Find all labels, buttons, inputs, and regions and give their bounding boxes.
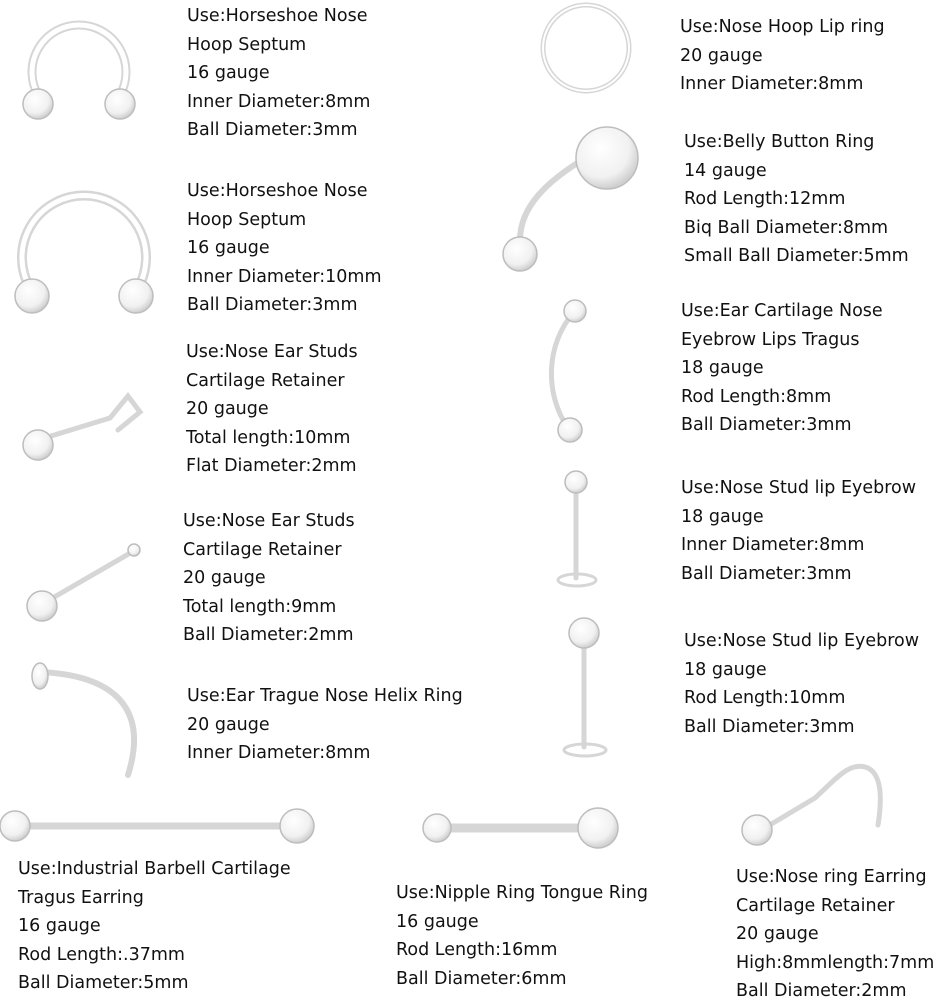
spec-line: Ball Diameter:2mm: [183, 625, 354, 645]
spec-line: 20 gauge: [680, 45, 763, 66]
spec-line: 20 gauge: [736, 924, 819, 944]
spec-tongue-barbell: [396, 879, 648, 993]
spec-line: Cartilage Retainer: [183, 539, 342, 560]
nose-hoop-ring-icon: [543, 5, 629, 91]
spec-line: Use:Nose Stud lip Eyebrow: [681, 478, 917, 498]
spec-line: Ball Diameter:3mm: [187, 295, 358, 315]
spec-line: 20 gauge: [186, 399, 269, 419]
spec-line: Total length:9mm: [183, 596, 337, 617]
nose-stud-straight-icon: [44, 552, 132, 603]
spec-nose-stud-straight: [183, 507, 355, 650]
spec-line: Use:Nose Ear Studs: [183, 511, 355, 531]
spec-line: Hoop Septum: [187, 34, 307, 55]
spec-line: Ball Diameter:5mm: [18, 973, 189, 993]
helix-ring-icon: [40, 672, 134, 775]
spec-line: Use:Horseshoe Nose: [187, 181, 368, 201]
spec-line: Use:Industrial Barbell Cartilage: [18, 859, 291, 879]
spec-line: Hoop Septum: [187, 209, 307, 230]
spec-belly-button-ring: [684, 128, 909, 271]
spec-nose-hoop-ring: [680, 13, 885, 99]
spec-line: 16 gauge: [396, 911, 479, 932]
spec-line: Use:Horseshoe Nose: [187, 6, 368, 26]
spec-line: Ball Diameter:2mm: [736, 981, 907, 1001]
spec-line: Use:Nose ring Earring: [736, 867, 927, 887]
spec-line: Use:Nose Stud lip Eyebrow: [684, 631, 920, 651]
spec-labret-10mm: [684, 627, 919, 741]
spec-line: Use:Nose Ear Studs: [186, 342, 358, 362]
spec-line: Inner Diameter:8mm: [680, 74, 864, 94]
spec-line: Flat Diameter:2mm: [186, 456, 357, 476]
spec-line: Total length:10mm: [186, 427, 351, 448]
spec-line: 16 gauge: [18, 916, 101, 936]
spec-line: Small Ball Diameter:5mm: [684, 246, 909, 266]
spec-line: Inner Diameter:8mm: [681, 535, 865, 555]
spec-line: 18 gauge: [681, 358, 764, 378]
spec-line: Rod Length:.37mm: [18, 944, 185, 965]
spec-line: Tragus Earring: [18, 887, 144, 908]
spec-line: Use:Nose Hoop Lip ring: [680, 17, 885, 37]
spec-line: Use:Belly Button Ring: [684, 132, 875, 152]
spec-line: 16 gauge: [187, 63, 270, 83]
spec-line: Eyebrow Lips Tragus: [681, 329, 860, 350]
spec-line: Use:Nipple Ring Tongue Ring: [396, 883, 648, 903]
horseshoe-10mm-icon: [22, 196, 146, 288]
spec-line: 18 gauge: [684, 659, 767, 680]
spec-line: Ball Diameter:3mm: [681, 415, 852, 435]
spec-line: 16 gauge: [187, 238, 270, 258]
spec-line: Ball Diameter:3mm: [681, 563, 852, 584]
spec-line: 14 gauge: [684, 160, 767, 181]
spec-nose-stud-l: [186, 338, 358, 481]
spec-line: Ball Diameter:3mm: [684, 716, 855, 737]
spec-line: 18 gauge: [681, 506, 764, 527]
spec-line: Cartilage Retainer: [186, 370, 345, 391]
spec-line: Inner Diameter:8mm: [187, 743, 371, 763]
nose-screw-icon: [758, 766, 880, 832]
spec-line: Inner Diameter:8mm: [187, 91, 371, 112]
spec-nose-screw: [736, 863, 934, 1006]
spec-line: 20 gauge: [187, 714, 270, 735]
spec-line: Rod Length:16mm: [396, 940, 558, 960]
spec-line: Biq Ball Diameter:8mm: [684, 217, 889, 238]
spec-line: Inner Diameter:10mm: [187, 266, 382, 287]
spec-line: 20 gauge: [183, 568, 266, 588]
belly-ring-rod-icon: [520, 160, 582, 240]
spec-horseshoe-10mm: [187, 177, 382, 320]
spec-line: Cartilage Retainer: [736, 895, 895, 916]
spec-line: Use:Ear Cartilage Nose: [681, 301, 883, 321]
curved-barbell-rod-icon: [551, 312, 574, 428]
spec-line: Use:Ear Trague Nose Helix Ring: [187, 686, 463, 706]
spec-line: Ball Diameter:6mm: [396, 968, 567, 989]
horseshoe-8mm-icon: [32, 25, 126, 95]
spec-helix-ring: [187, 682, 463, 768]
spec-line: Rod Length:8mm: [681, 386, 832, 407]
spec-industrial-barbell: [18, 855, 291, 998]
spec-line: Ball Diameter:3mm: [187, 120, 358, 140]
spec-ear-cartilage-curved: [681, 297, 883, 440]
spec-labret-8mm: [681, 474, 916, 588]
spec-line: Rod Length:10mm: [684, 688, 846, 708]
spec-line: High:8mmlength:7mm: [736, 952, 935, 973]
nose-stud-l-icon: [38, 396, 140, 440]
spec-horseshoe-8mm: [187, 2, 370, 145]
spec-line: Rod Length:12mm: [684, 189, 846, 209]
